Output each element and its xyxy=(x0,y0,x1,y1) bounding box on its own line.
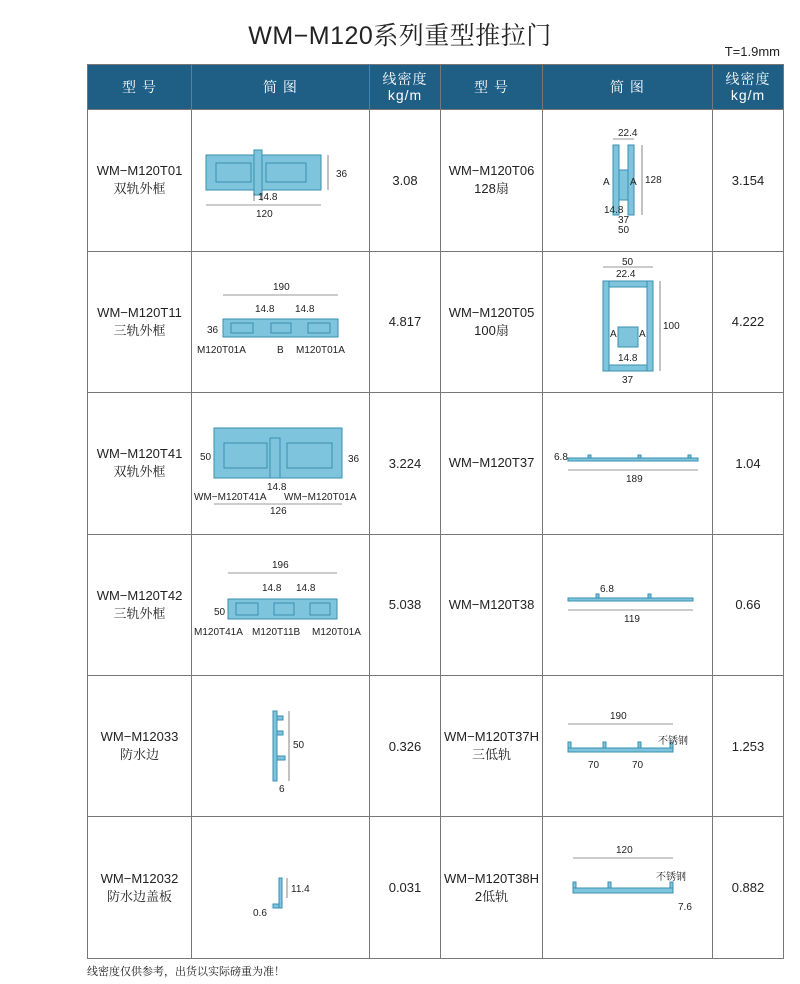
density-value: 0.326 xyxy=(370,676,441,817)
drawing-cell xyxy=(192,393,370,534)
dim-height: 128 xyxy=(644,175,662,187)
density-value: 5.038 xyxy=(370,534,441,675)
drawing-cell xyxy=(543,534,713,675)
dim-top: 22.4 xyxy=(615,268,635,280)
table-row xyxy=(88,676,784,817)
profile-drawing-t11 xyxy=(193,277,368,367)
model-cell xyxy=(88,817,192,959)
table-row xyxy=(88,393,784,534)
header-model: 型 号 xyxy=(88,65,192,110)
model-cell xyxy=(441,676,543,817)
model-name: 128扇 xyxy=(474,181,509,197)
table-row xyxy=(88,534,784,675)
table-row xyxy=(88,251,784,392)
dim-width: 120 xyxy=(615,845,633,857)
drawing-cell xyxy=(192,251,370,392)
dim-d1: 70 xyxy=(587,760,599,772)
dim-width: 190 xyxy=(273,281,290,293)
dim-height: 36 xyxy=(207,324,219,336)
dim-gap1: 14.8 xyxy=(262,583,282,595)
material-note: 不锈钢 xyxy=(655,872,686,884)
model-cell xyxy=(88,251,192,392)
table-row xyxy=(88,817,784,959)
density-value: 0.882 xyxy=(713,817,784,959)
table-header-row xyxy=(88,65,784,110)
density-value: 3.08 xyxy=(370,110,441,251)
label-l1: M120T01A xyxy=(197,344,246,356)
model-cell xyxy=(441,817,543,959)
drawing-cell xyxy=(192,110,370,251)
profile-drawing-t37h xyxy=(548,706,708,786)
model-cell xyxy=(88,676,192,817)
dim-height-right: 36 xyxy=(348,454,360,466)
drawing-cell xyxy=(543,110,713,251)
label-l2: B xyxy=(277,344,284,356)
dim-width: 190 xyxy=(609,711,627,723)
density-value: 0.031 xyxy=(370,817,441,959)
drawing-cell xyxy=(543,251,713,392)
model-cell xyxy=(88,534,192,675)
wall-thickness-note: T=1.9mm xyxy=(724,44,780,59)
profile-drawing-t37 xyxy=(548,428,708,498)
dim-gap1: 14.8 xyxy=(255,303,275,315)
density-value: 4.222 xyxy=(713,251,784,392)
profile-drawing-t38h xyxy=(548,840,708,935)
dim-width: 126 xyxy=(270,506,287,518)
model-cell xyxy=(441,110,543,251)
model-cell xyxy=(88,393,192,534)
dim-height: 6.8 xyxy=(553,452,568,464)
drawing-cell xyxy=(192,534,370,675)
model-name: 三轨外框 xyxy=(113,322,166,338)
header-density-unit: kg/m xyxy=(387,87,423,104)
drawing-cell xyxy=(192,676,370,817)
dim-width: 189 xyxy=(625,474,643,486)
model-cell xyxy=(441,251,543,392)
dim-width: 6 xyxy=(278,784,285,796)
dim-height-left: 50 xyxy=(200,452,212,464)
drawing-cell xyxy=(543,817,713,959)
model-name: 三低轨 xyxy=(471,747,511,763)
label-a1: A xyxy=(609,328,617,340)
dim-b1: 14.8 xyxy=(617,352,637,364)
footer-note: 线密度仅供参考，出货以实际磅重为准！ xyxy=(87,966,285,978)
model-code: WM−M12033 xyxy=(100,729,179,745)
density-value: 4.817 xyxy=(370,251,441,392)
dim-height: 11.4 xyxy=(290,883,310,895)
profile-drawing-t41 xyxy=(192,408,370,518)
dim-b1: 14.8 xyxy=(603,205,623,217)
model-code: WM−M120T42 xyxy=(96,587,183,603)
dim-width: 120 xyxy=(255,209,273,221)
model-code: WM−M120T38H xyxy=(444,870,539,886)
density-value: 1.253 xyxy=(713,676,784,817)
density-value: 0.66 xyxy=(713,534,784,675)
profile-drawing-t06 xyxy=(548,125,708,235)
profile-drawing-t01 xyxy=(196,135,366,225)
header-density xyxy=(370,65,441,110)
dim-gap2: 14.8 xyxy=(295,303,315,315)
dim-gap2: 14.8 xyxy=(296,583,316,595)
drawing-cell xyxy=(192,817,370,959)
model-name: 双轨外框 xyxy=(113,181,166,197)
dim-height: 7.6 xyxy=(677,902,692,914)
label-l1: WM−M120T41A xyxy=(194,492,267,504)
model-name: 2低轨 xyxy=(474,888,509,904)
label-a1: A xyxy=(602,177,610,189)
table-row xyxy=(88,110,784,251)
header-density-2 xyxy=(713,65,784,110)
material-note: 不锈钢 xyxy=(657,736,688,748)
label-l3: M120T01A xyxy=(312,627,361,639)
dim-height: 50 xyxy=(214,607,226,619)
model-name: 双轨外框 xyxy=(113,464,166,480)
model-name: 三轨外框 xyxy=(113,605,166,621)
model-code: WM−M120T41 xyxy=(96,446,183,462)
profile-drawing-m12032 xyxy=(221,848,341,928)
model-name: 100扇 xyxy=(474,322,509,338)
profile-drawing-m12033 xyxy=(221,696,341,796)
model-code: WM−M120T38 xyxy=(448,596,535,612)
dim-height: 50 xyxy=(292,740,304,752)
model-code: WM−M120T01 xyxy=(96,163,183,179)
drawing-cell xyxy=(543,676,713,817)
label-l1: M120T41A xyxy=(194,627,243,639)
model-name: 防水边盖板 xyxy=(106,888,172,904)
density-value: 3.154 xyxy=(713,110,784,251)
dim-height: 36 xyxy=(335,169,347,181)
dim-width: 196 xyxy=(272,560,289,572)
model-code: WM−M120T37H xyxy=(444,729,539,745)
label-a2: A xyxy=(629,177,637,189)
dim-top: 22.4 xyxy=(617,128,637,140)
model-cell xyxy=(441,534,543,675)
dim-b2: 37 xyxy=(621,374,633,386)
drawing-cell xyxy=(543,393,713,534)
header-model-2: 型 号 xyxy=(441,65,543,110)
label-a2: A xyxy=(638,328,646,340)
profile-drawing-t05 xyxy=(548,257,708,387)
model-code: WM−M120T05 xyxy=(448,304,535,320)
model-code: WM−M120T11 xyxy=(97,304,182,320)
density-value: 3.224 xyxy=(370,393,441,534)
dim-height: 6.8 xyxy=(599,583,614,595)
header-drawing: 简 图 xyxy=(192,65,370,110)
model-cell xyxy=(88,110,192,251)
dim-b3: 50 xyxy=(617,225,629,236)
dim-d2: 70 xyxy=(631,760,643,772)
dim-height: 100 xyxy=(662,320,680,332)
label-l2: WM−M120T01A xyxy=(284,492,357,504)
dim-width: 0.6 xyxy=(252,907,267,919)
header-density-label: 线密度 xyxy=(382,71,428,88)
model-code: WM−M12032 xyxy=(100,870,179,886)
header-density-unit-2: kg/m xyxy=(730,87,766,104)
model-cell xyxy=(441,393,543,534)
dim-width: 119 xyxy=(623,613,640,625)
dim-width: 50 xyxy=(621,256,633,268)
dim-gap: 14.8 xyxy=(257,192,277,204)
profile-drawing-t42 xyxy=(192,557,370,652)
header-drawing-2: 简 图 xyxy=(543,65,713,110)
model-name: 防水边 xyxy=(119,747,159,763)
model-code: WM−M120T37 xyxy=(448,455,535,471)
label-l2: M120T11B xyxy=(252,627,301,639)
dim-gap: 14.8 xyxy=(267,482,287,494)
model-code: WM−M120T06 xyxy=(448,163,535,179)
dim-b2: 37 xyxy=(617,215,629,227)
page-title: WM−M120系列重型推拉门 xyxy=(248,22,552,50)
density-value: 1.04 xyxy=(713,393,784,534)
profile-drawing-t38 xyxy=(548,570,708,640)
label-l3: M120T01A xyxy=(296,344,345,356)
header-density-label-2: 线密度 xyxy=(725,71,771,88)
spec-table xyxy=(87,64,784,959)
